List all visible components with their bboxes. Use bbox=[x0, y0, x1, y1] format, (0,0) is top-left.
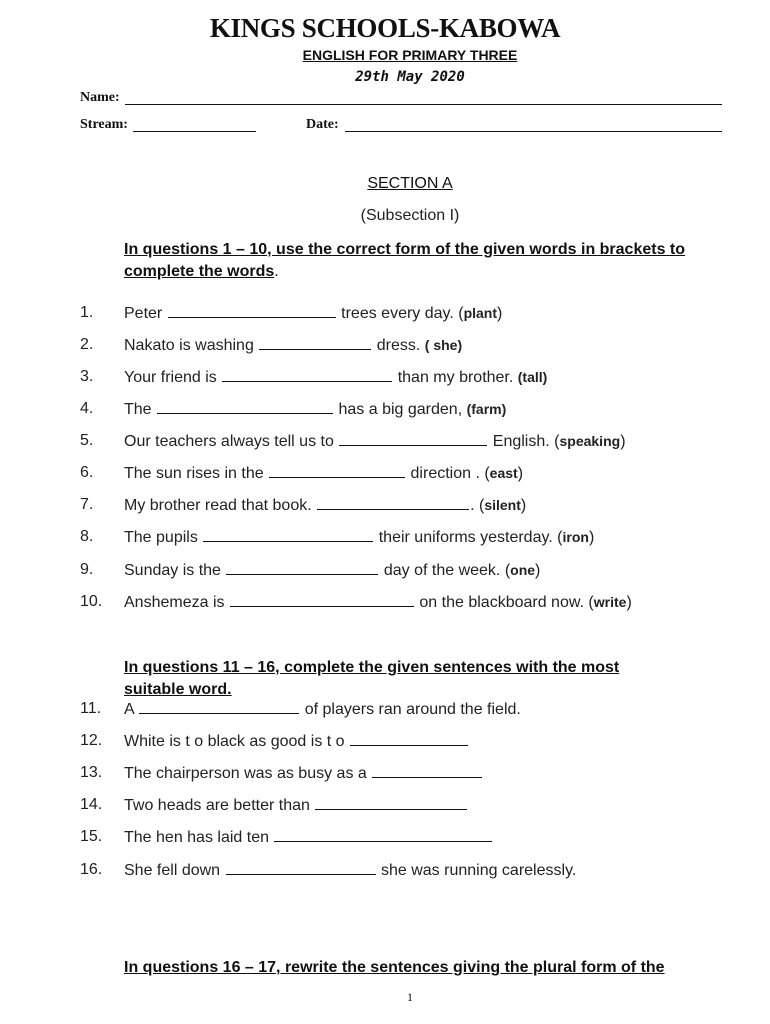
answer-blank[interactable] bbox=[259, 336, 371, 350]
answer-blank[interactable] bbox=[226, 561, 378, 575]
date-field-line[interactable] bbox=[345, 131, 722, 132]
answer-blank[interactable] bbox=[139, 700, 299, 714]
answer-blank[interactable] bbox=[222, 368, 392, 382]
answer-blank[interactable] bbox=[203, 528, 373, 542]
question-15: 15. The hen has laid ten bbox=[0, 828, 770, 852]
question-1: 1. Peter trees every day. (plant) bbox=[80, 304, 503, 322]
question-16: 16. She fell down she was running carelessly. bbox=[80, 861, 577, 879]
stream-label: Stream: bbox=[80, 117, 128, 132]
question-8: 8. The pupils their uniforms yesterday. (iron) bbox=[80, 528, 595, 546]
answer-blank[interactable] bbox=[226, 861, 376, 875]
part3-instruction: In questions 16 – 17, rewrite the sentences giving the plural form of the bbox=[124, 959, 665, 976]
question-6: 6. The sun rises in the direction . (east) bbox=[80, 464, 524, 482]
question-7: 7. My brother read that book. . (silent) bbox=[80, 496, 527, 514]
question-5: 5. Our teachers always tell us to English. (speaking) bbox=[80, 432, 626, 450]
question-4: 4. The has a big garden, (farm) bbox=[80, 400, 507, 418]
question-10: 10. Anshemeza is on the blackboard now. (write) bbox=[80, 593, 632, 611]
answer-blank[interactable] bbox=[168, 304, 336, 318]
question-12: 12. White is t o black as good is t o bbox=[0, 732, 770, 756]
answer-blank[interactable] bbox=[157, 400, 333, 414]
answer-blank[interactable] bbox=[317, 496, 469, 510]
answer-blank[interactable] bbox=[315, 796, 467, 810]
stream-field-line[interactable] bbox=[133, 131, 256, 132]
date-label: Date: bbox=[306, 117, 339, 132]
question-9: 9. Sunday is the day of the week. (one) bbox=[80, 561, 541, 579]
question-11: 11. A of players ran around the field. bbox=[80, 700, 521, 718]
question-2: 2. Nakato is washing dress. ( she) bbox=[80, 336, 463, 354]
part1-instruction: In questions 1 – 10, use the correct form of the given words in brackets to complete the words. bbox=[124, 241, 686, 280]
part2-instruction: In questions 11 – 16, complete the given sentences with the most suitable word. bbox=[124, 659, 620, 698]
subsection-label: (Subsection I) bbox=[360, 207, 460, 224]
exam-date: 29th May 2020 bbox=[355, 69, 465, 85]
subject-heading: ENGLISH FOR PRIMARY THREE bbox=[302, 47, 518, 63]
name-field-line[interactable] bbox=[125, 104, 722, 105]
question-13: 13. The chairperson was as busy as a bbox=[0, 764, 770, 788]
answer-blank[interactable] bbox=[350, 732, 468, 746]
page-number: 1 bbox=[407, 990, 413, 1004]
question-14: 14. Two heads are better than bbox=[0, 796, 770, 820]
name-label: Name: bbox=[80, 90, 120, 105]
answer-blank[interactable] bbox=[230, 593, 414, 607]
answer-blank[interactable] bbox=[269, 464, 405, 478]
answer-blank[interactable] bbox=[372, 764, 482, 778]
question-3: 3. Your friend is than my brother. (tall) bbox=[80, 368, 548, 386]
section-title: SECTION A bbox=[367, 175, 453, 192]
school-title: KINGS SCHOOLS-KABOWA bbox=[209, 13, 561, 43]
answer-blank[interactable] bbox=[339, 432, 487, 446]
answer-blank[interactable] bbox=[274, 828, 492, 842]
